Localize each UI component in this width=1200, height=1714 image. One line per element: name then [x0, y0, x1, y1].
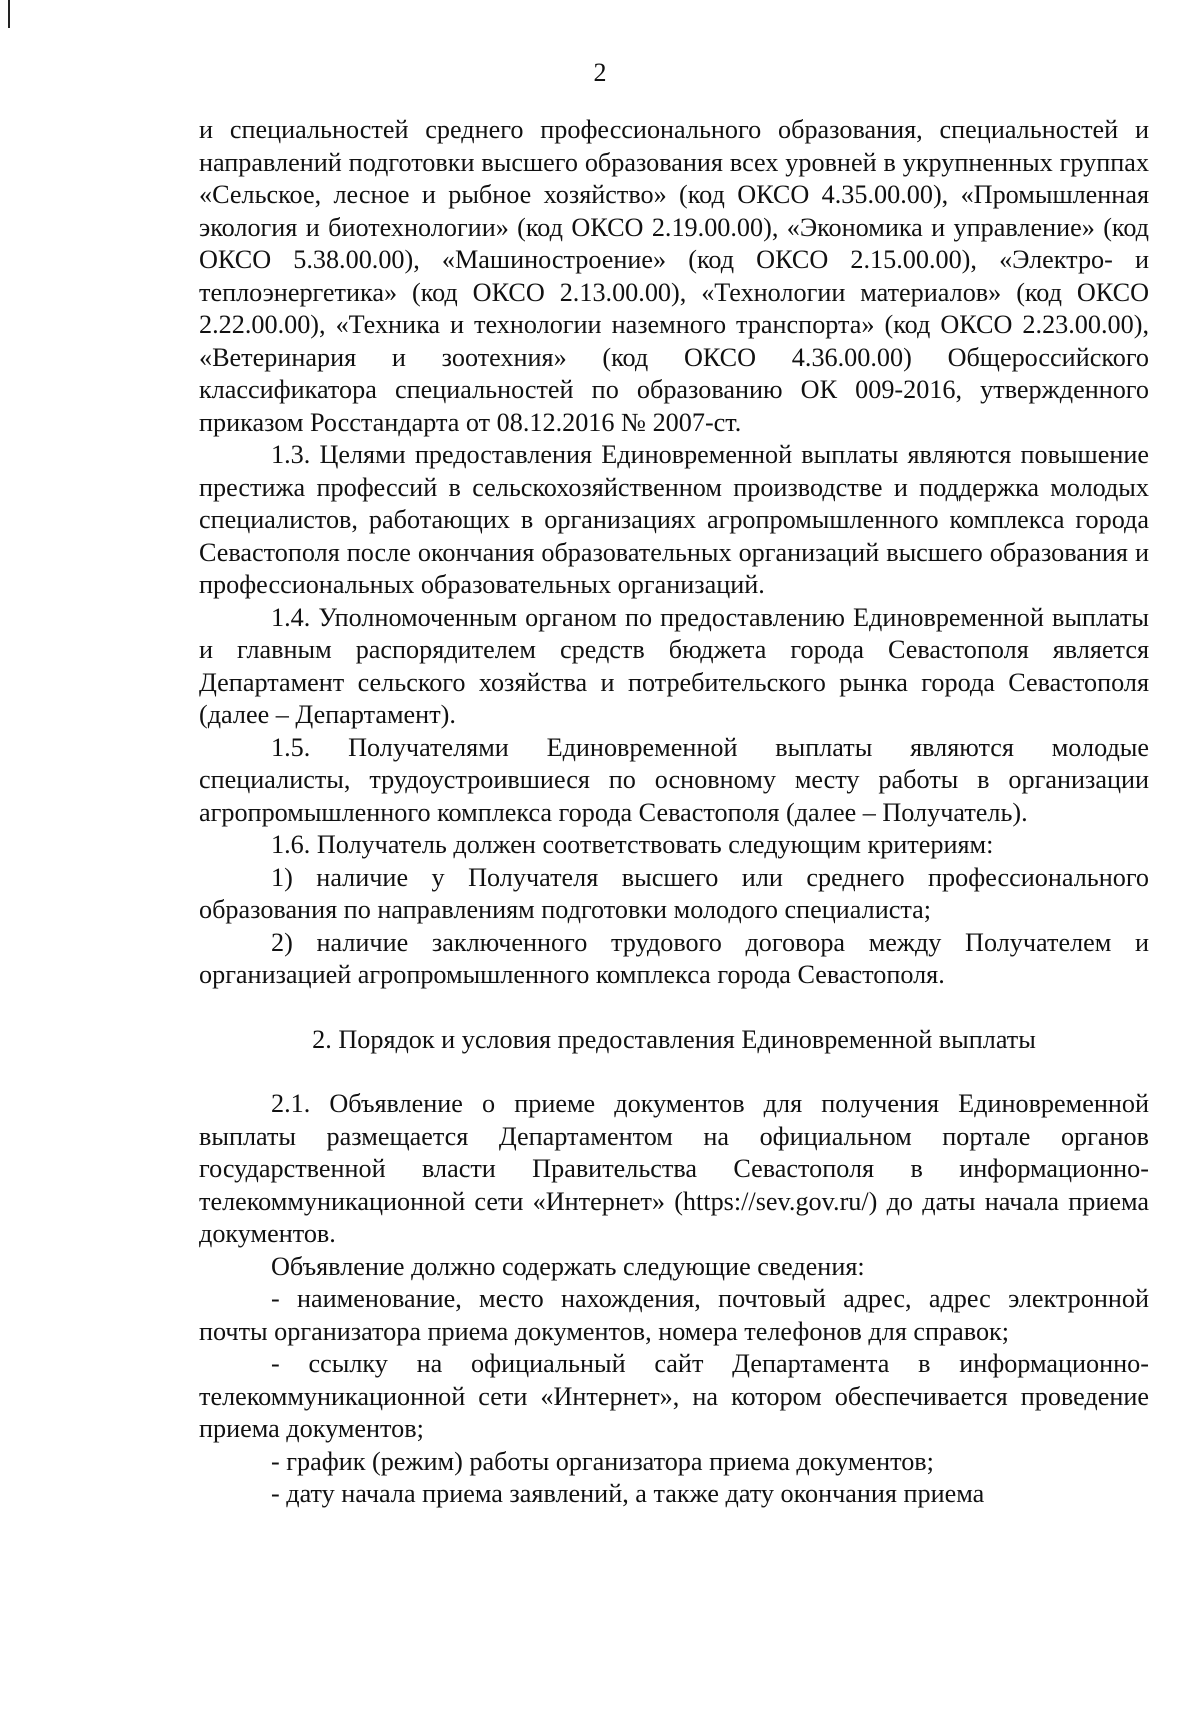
paragraph-1-5: 1.5. Получателями Единовременной выплаты являются молодые специалисты, трудоустроившиеся по основному месту работы в организации агропромышленного комплекса города Севастополя (далее – Получатель).	[199, 732, 1149, 827]
announcement-intro: Объявление должно содержать следующие сведения:	[271, 1251, 865, 1281]
document-body	[199, 114, 1149, 1511]
scan-edge-mark	[8, 0, 10, 28]
paragraph-1-6: 1.6. Получатель должен соответствовать следующим критериям:	[271, 830, 994, 859]
criteria-item-1: 1) наличие у Получателя высшего или среднего профессионального образования по направлениям подготовки молодого специалиста;	[199, 862, 1149, 924]
announcement-item-name: - наименование, место нахождения, почтовый адрес, адрес электронной почты организатора приема документов, номера телефонов для справок;	[199, 1284, 1149, 1346]
paragraph-continuation: и специальностей среднего профессионального образования, специальностей и направлений подготовки высшего образования всех уровней в укрупненных группах «Сельское, лесное и рыбное хозяйство» (код ОКСО 4.35.00.00), «Промышленная экология и биотехнологии» (код ОКСО 2.19.00.00), «Экономика и управление» (код ОКСО 5.38.00.00), «Машиностроение» (код ОКСО 2.15.00.00), «Электро- и теплоэнергетика» (код ОКСО 2.13.00.00), «Технологии материалов» (код ОКСО 2.22.00.00), «Техника и технологии наземного транспорта» (код ОКСО 2.23.00.00), «Ветеринария и зоотехния» (код ОКСО 4.36.00.00) Общероссийского классификатора специальностей по образованию ОК 009-2016, утвержденного приказом Росстандарта от 08.12.2016 № 2007-ст.	[199, 115, 1149, 437]
page-number: 2	[593, 58, 607, 87]
announcement-item-schedule: - график (режим) работы организатора приема документов;	[271, 1446, 934, 1476]
paragraph-1-4: 1.4. Уполномоченным органом по предоставлению Единовременной выплаты и главным распорядителем средств бюджета города Севастополя является Департамент сельского хозяйства и потребительского рынка города Севастополя (далее – Департамент).	[199, 602, 1149, 729]
criteria-item-2: 2) наличие заключенного трудового договора между Получателем и организацией агропромышленного комплекса города Севастополя.	[199, 927, 1149, 989]
section-heading: 2. Порядок и условия предоставления Единовременной выплаты	[312, 1024, 1036, 1054]
paragraph-2-1: 2.1. Объявление о приеме документов для получения Единовременной выплаты размещается Департаментом на официальном портале органов государственной власти Правительства Севастополя в информационно-телекоммуникационной сети «Интернет» (https://sev.gov.ru/) до даты начала приема документов.	[199, 1089, 1149, 1248]
announcement-item-link: - ссылку на официальный сайт Департамента в информационно-телекоммуникационной сети «Интернет», на котором обеспечивается проведение приема документов;	[199, 1349, 1149, 1443]
paragraph-1-3: 1.3. Целями предоставления Единовременной выплаты являются повышение престижа профессий в сельскохозяйственном производстве и поддержка молодых специалистов, работающих в организациях агропромышленного комплекса города Севастополя после окончания образовательных организаций высшего образования и профессиональных образовательных организаций.	[199, 440, 1149, 599]
announcement-item-dates: - дату начала приема заявлений, а также дату окончания приема	[271, 1479, 985, 1508]
